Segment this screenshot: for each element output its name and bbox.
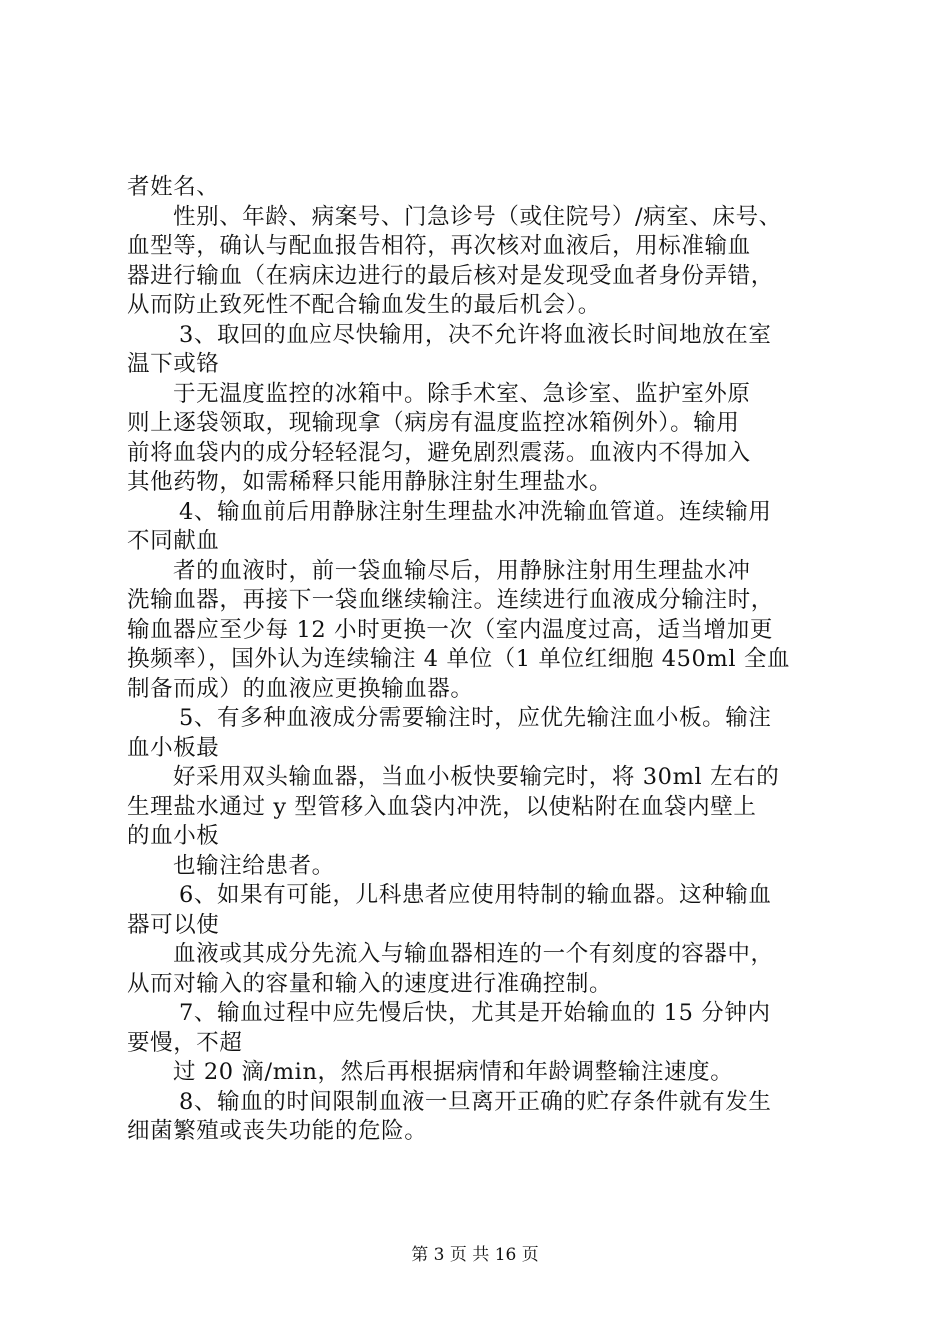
- text-line: 前将血袋内的成分轻轻混匀，避免剧烈震荡。血液内不得加入: [127, 439, 751, 466]
- text-line: 性别、年龄、病案号、门急诊号（或住院号）/病室、床号、: [173, 203, 782, 230]
- page-number: 第 3 页 共 16 页: [411, 1245, 539, 1265]
- text-line: 于无温度监控的冰箱中。除手术室、急诊室、监护室外原: [173, 380, 751, 407]
- text-line: 者的血液时，前一袋血输尽后，用静脉注射用生理盐水冲: [173, 557, 751, 584]
- text-line: 4、输血前后用静脉注射生理盐水冲洗输血管道。连续输用: [179, 498, 772, 525]
- text-line: 也输注给患者。: [173, 852, 335, 879]
- text-line: 3、取回的血应尽快输用，决不允许将血液长时间地放在室: [179, 321, 772, 348]
- body-text: [127, 173, 827, 1147]
- text-line: 者姓名、: [127, 174, 220, 200]
- text-line: 血液或其成分先流入与输血器相连的一个有刻度的容器中，: [173, 941, 774, 967]
- text-line: 血小板最: [127, 734, 220, 761]
- text-line: 洗输血器，再接下一袋血继续输注。连续进行血液成分输注时，: [127, 587, 774, 613]
- page-footer: [0, 1244, 950, 1266]
- text-line: 过 20 滴/min，然后再根据病情和年龄调整输注速度。: [173, 1059, 734, 1085]
- text-line: 制备而成）的血液应更换输血器。: [127, 675, 474, 702]
- text-line: 要慢，不超: [127, 1029, 243, 1056]
- text-line: 输血器应至少每 12 小时更换一次（室内温度过高，适当增加更: [127, 616, 773, 643]
- text-line: 则上逐袋领取，现输现拿（病房有温度监控冰箱例外）。输用: [127, 410, 740, 436]
- text-line: 从而防止致死性不配合输血发生的最后机会）。: [127, 292, 601, 318]
- text-line: 不同献血: [127, 528, 220, 554]
- text-line: 其他药物，如需稀释只能用静脉注射生理盐水。: [127, 469, 613, 495]
- text-line: 6、如果有可能，儿科患者应使用特制的输血器。这种输血: [179, 882, 772, 908]
- text-line: 生理盐水通过 y 型管移入血袋内冲洗，以使粘附在血袋内壁上: [127, 793, 757, 820]
- text-line: 温下或铬: [127, 351, 220, 377]
- text-line: 血型等，确认与配血报告相符，再次核对血液后，用标准输血: [127, 233, 751, 259]
- text-line: 器进行输血（在病床边进行的最后核对是发现受血者身份弄错，: [127, 262, 774, 289]
- text-line: 从而对输入的容量和输入的速度进行准确控制。: [127, 970, 613, 997]
- text-line: 7、输血过程中应先慢后快，尤其是开始输血的 15 分钟内: [179, 1000, 771, 1026]
- text-line: 器可以使: [127, 911, 220, 938]
- text-line: 8、输血的时间限制血液一旦离开正确的贮存条件就有发生: [179, 1088, 772, 1115]
- text-line: 5、有多种血液成分需要输注时，应优先输注血小板。输注: [179, 705, 772, 731]
- text-line: 的血小板: [127, 823, 220, 849]
- text-line: 好采用双头输血器，当血小板快要输完时，将 30ml 左右的: [173, 764, 780, 790]
- text-line: 细菌繁殖或丧失功能的危险。: [127, 1118, 428, 1144]
- text-line: 换频率），国外认为连续输注 4 单位（1 单位红细胞 450ml 全血: [127, 646, 791, 672]
